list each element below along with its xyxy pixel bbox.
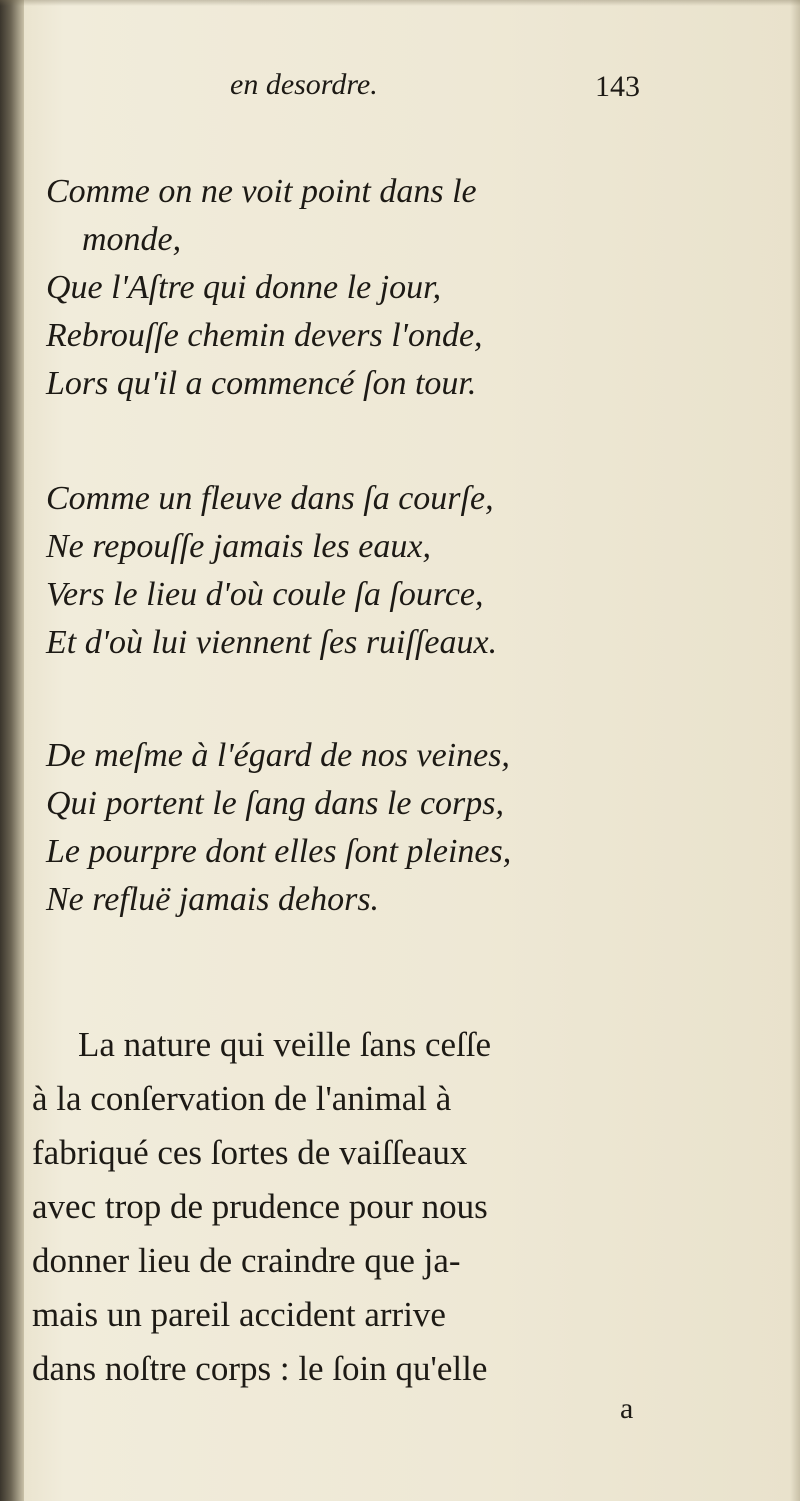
verse-line: Ne refluë jamais dehors. [46, 881, 380, 918]
verse-line: Lors qu'il a commencé ſon tour. [46, 365, 477, 402]
verse-line-continuation: monde, [82, 221, 182, 258]
page-binding-edge [0, 0, 24, 1501]
prose-paragraph [32, 1018, 644, 1396]
prose-line: donner lieu de craindre que ja- [32, 1241, 461, 1280]
verse-line: Qui portent le ſang dans le corps, [46, 785, 505, 822]
running-head: en desordre. [230, 68, 378, 101]
verse-line: Rebrouſſe chemin devers l'onde, [46, 317, 483, 354]
verse-line: Comme un fleuve dans ſa courſe, [46, 480, 494, 517]
page-number: 143 [595, 70, 640, 103]
prose-line: La nature qui veille ſans ceſſe [78, 1025, 492, 1064]
prose-line: mais un pareil accident arrive [32, 1295, 446, 1334]
prose-line: à la conſervation de l'animal à [32, 1079, 452, 1118]
verse-line: De meſme à l'égard de nos veines, [46, 737, 510, 774]
prose-line: fabriqué ces ſortes de vaiſſeaux [32, 1133, 468, 1172]
page-top-shadow [0, 0, 800, 6]
verse-line: Vers le lieu d'où coule ſa ſource, [46, 576, 484, 613]
page-right-edge [790, 0, 800, 1501]
verse-line: Comme on ne voit point dans le [46, 173, 477, 210]
prose-line: dans noſtre corps : le ſoin qu'elle [32, 1349, 488, 1388]
verse-line: Et d'où lui viennent ſes ruiſſeaux. [46, 624, 498, 661]
catchword: a [620, 1392, 634, 1425]
stanza-2 [46, 475, 497, 667]
stanza-3 [46, 732, 511, 924]
prose-line: avec trop de prudence pour nous [32, 1187, 488, 1226]
stanza-1 [46, 168, 483, 408]
verse-line: Que l'Aſtre qui donne le jour, [46, 269, 442, 306]
verse-line: Ne repouſſe jamais les eaux, [46, 528, 431, 565]
verse-line: Le pourpre dont elles ſont pleines, [46, 833, 512, 870]
